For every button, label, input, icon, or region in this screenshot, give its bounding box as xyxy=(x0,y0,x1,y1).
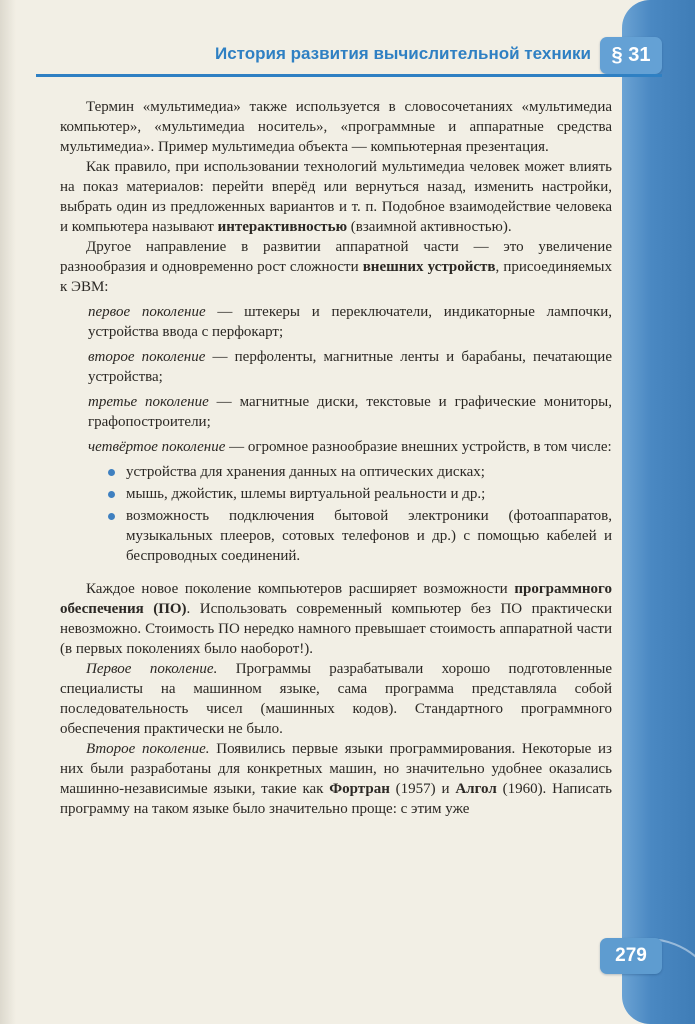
page-spine-shading xyxy=(0,0,16,1024)
list-item-text: мышь, джойстик, шлемы виртуальной реальности и др.; xyxy=(126,486,486,502)
list-item-consumer-electronics xyxy=(108,506,612,566)
bullet-icon xyxy=(108,469,115,476)
paragraph-interactivity: Как правило, при использовании технологий мультимедиа человек может влиять на показ материалов: перейти вперёд или вернуться назад, изменить настройки, выбрать один из предложенных вариантов и т. п. Подобное взаимодействие человека и компьютера называют интерактивностью (взаимной активностью). xyxy=(60,159,612,235)
page-text xyxy=(60,97,612,819)
right-accent-rail xyxy=(622,0,695,1024)
bullet-icon xyxy=(108,491,115,498)
generation-item-first: первое поколение — штекеры и переключатели, индикаторные лампочки, устройства ввода с перфокарт; xyxy=(88,304,613,340)
list-item-mouse-joystick xyxy=(108,484,612,504)
list-item-text: устройства для хранения данных на оптических дисках; xyxy=(126,464,485,480)
bullet-icon xyxy=(108,513,115,520)
paragraph-second-generation-software: Второе поколение. Появились первые языки программирования. Некоторые из них были разработаны для конкретных машин, но значительно удобнее оказались машинно-независимые языки, такие как Фортран (1957) и Алгол (1960). Написать программу на таком языке было значительно проще: с этим уже xyxy=(60,741,612,817)
list-item-optical-disks xyxy=(108,462,612,482)
generation-item-second: второе поколение — перфоленты, магнитные ленты и барабаны, печатающие устройства; xyxy=(88,349,612,385)
list-item-text: возможность подключения бытовой электроники (фотоаппаратов, музыкальных плееров, сотовых телефонов и др.) с помощью кабелей и беспроводных соединений. xyxy=(126,508,612,564)
paragraph-software: Каждое новое поколение компьютеров расширяет возможности программного обеспечения (ПО). Использовать современный компьютер без ПО практически невозможно. Стоимость ПО нередко намного превышает стоимость аппаратной части (в первых поколениях было наоборот!). xyxy=(60,581,612,657)
page-number-badge: 279 xyxy=(600,938,662,974)
paragraph-external-devices: Другое направление в развитии аппаратной части — это увеличение разнообразия и одновременно рост сложности внешних устройств, присоединяемых к ЭВМ: xyxy=(60,239,612,295)
section-number-badge: § 31 xyxy=(600,37,662,74)
generation-item-third: третье поколение — магнитные диски, текстовые и графические мониторы, графопостроители; xyxy=(88,394,613,430)
paragraph-first-generation-software: Первое поколение. Программы разрабатывали хорошо подготовленные специалисты на машинном языке, сама программа представляла собой последовательность чисел (машинных кодов). Стандартного программного обеспечения практически не было. xyxy=(60,661,612,737)
header-rule xyxy=(36,74,662,77)
paragraph-multimedia-term: Термин «мультимедиа» также используется в словосочетаниях «мультимедиа компьютер», «мультимедиа носитель», «программные и аппаратные средства мультимедиа». Пример мультимедиа объекта — компьютерная презентация. xyxy=(60,99,612,155)
chapter-title: История развития вычислительной техники xyxy=(215,44,591,63)
generation-item-fourth: четвёртое поколение — огромное разнообразие внешних устройств, в том числе: xyxy=(88,439,612,455)
